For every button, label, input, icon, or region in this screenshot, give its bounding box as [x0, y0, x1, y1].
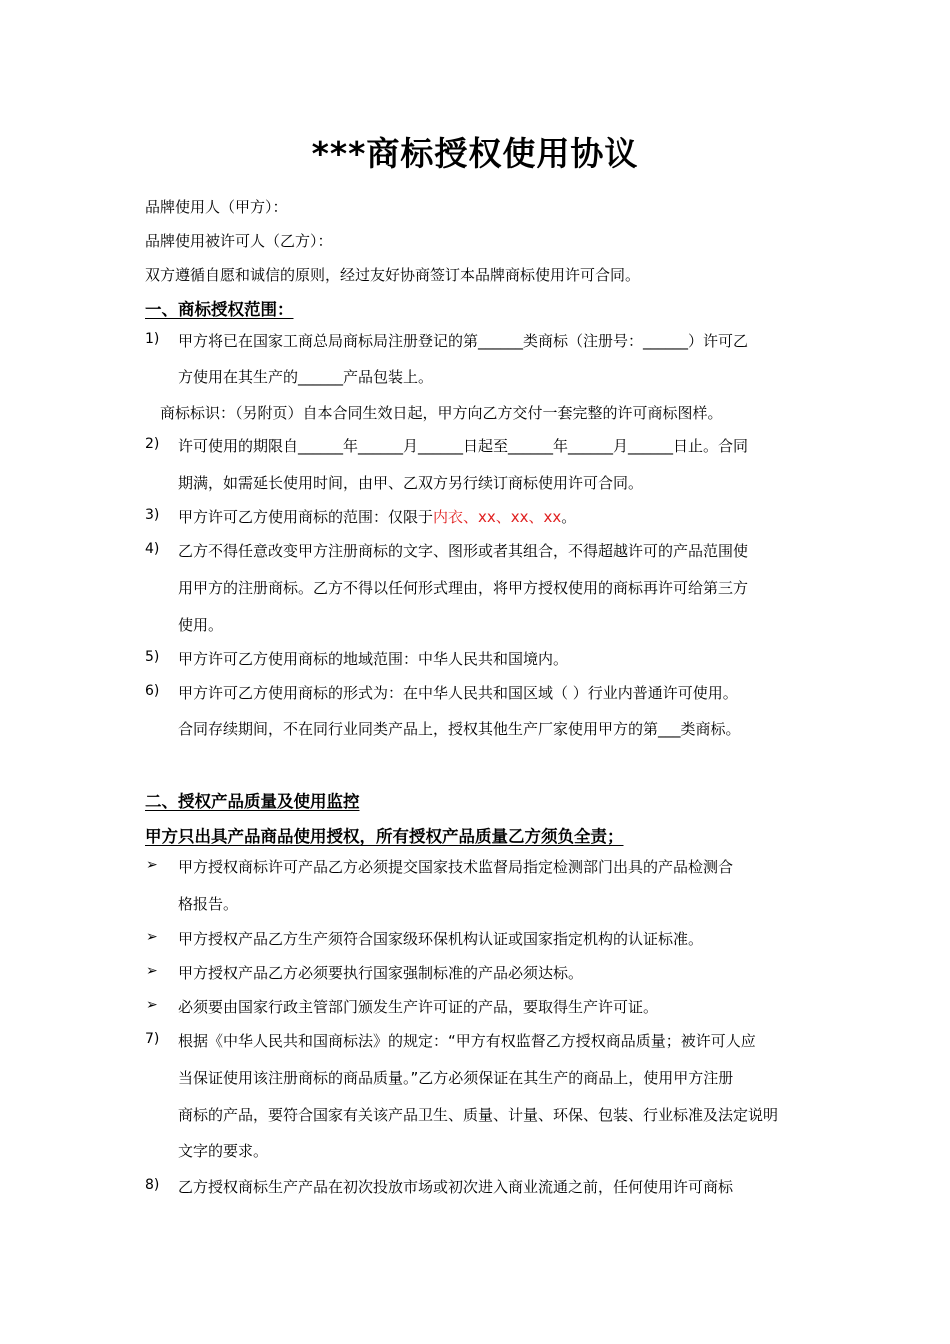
party-b-line: 品牌使用被许可人（乙方）： — [145, 232, 333, 250]
item7-line1: 根据《中华人民共和国商标法》的规定：“甲方有权监督乙方授权商品质量；被许可人应 — [178, 1032, 756, 1050]
bullet-arrow-icon: ➢ — [146, 997, 158, 1013]
item7-line2: 当保证使用该注册商标的商品质量。”乙方必须保证在其生产的商品上，使用甲方注册 — [178, 1069, 734, 1087]
party-a-line: 品牌使用人（甲方）： — [145, 198, 288, 216]
section1-heading: 一、商标授权范围： — [145, 300, 294, 319]
item7-number: 7) — [145, 1031, 160, 1047]
bullet-arrow-icon: ➢ — [146, 929, 158, 945]
item1-line2: 方使用在其生产的______产品包装上。 — [178, 368, 434, 386]
bullet-arrow-icon: ➢ — [146, 857, 158, 873]
bullet1-line2: 格报告。 — [178, 895, 239, 913]
section2-heading: 二、授权产品质量及使用监控 — [145, 792, 360, 811]
item1-number: 1) — [145, 331, 160, 347]
item7-line3: 商标的产品，要符合国家有关该产品卫生、质量、计量、环保、包装、行业标准及法定说明 — [178, 1106, 779, 1124]
item8-line1: 乙方授权商标生产产品在初次投放市场或初次进入商业流通之前，任何使用许可商标 — [178, 1178, 734, 1196]
item4-line2: 用甲方的注册商标。乙方不得以任何形式理由，将甲方授权使用的商标再许可给第三方 — [178, 579, 749, 597]
item2-line1: 许可使用的期限自______年______月______日起至______年______月______日止。合同 — [178, 437, 749, 455]
item5-number: 5) — [145, 649, 160, 665]
item2-line2: 期满，如需延长使用时间，由甲、乙双方另行续订商标使用许可合同。 — [178, 474, 644, 492]
item6-line1: 甲方许可乙方使用商标的形式为：在中华人民共和国区域（ ）行业内普通许可使用。 — [178, 684, 738, 702]
item3-highlight: 内衣、xx、xx、xx — [433, 508, 562, 526]
document-title: ***商标授权使用协议 — [311, 134, 639, 173]
item3-line1 — [178, 506, 576, 527]
bullet2-line: 甲方授权产品乙方生产须符合国家级环保机构认证或国家指定机构的认证标准。 — [178, 930, 704, 948]
item6-number: 6) — [145, 683, 160, 699]
bullet4-line: 必须要由国家行政主管部门颁发生产许可证的产品，要取得生产许可证。 — [178, 998, 659, 1016]
item5-line1: 甲方许可乙方使用商标的地域范围：中华人民共和国境内。 — [178, 650, 569, 668]
bullet3-line: 甲方授权产品乙方必须要执行国家强制标准的产品必须达标。 — [178, 964, 584, 982]
item8-number: 8) — [145, 1177, 160, 1193]
item3-number: 3) — [145, 507, 160, 523]
item4-number: 4) — [145, 541, 160, 557]
item3-suffix: 。 — [561, 508, 577, 526]
section2-subheading: 甲方只出具产品商品使用授权，所有授权产品质量乙方须负全责； — [145, 827, 624, 846]
item7-line4: 文字的要求。 — [178, 1142, 269, 1160]
item4-line3: 使用。 — [178, 616, 224, 634]
item3-prefix: 甲方许可乙方使用商标的范围：仅限于 — [178, 508, 434, 526]
bullet1-line1: 甲方授权商标许可产品乙方必须提交国家技术监督局指定检测部门出具的产品检测合 — [178, 858, 734, 876]
item4-line1: 乙方不得任意改变甲方注册商标的文字、图形或者其组合，不得超越许可的产品范围使 — [178, 542, 749, 560]
item6-line2: 合同存续期间，不在同行业同类产品上，授权其他生产厂家使用甲方的第___类商标。 — [178, 720, 741, 738]
preamble: 双方遵循自愿和诚信的原则，经过友好协商签订本品牌商标使用许可合同。 — [145, 266, 641, 284]
bullet-arrow-icon: ➢ — [146, 963, 158, 979]
item1-line1: 甲方将已在国家工商总局商标局注册登记的第______类商标（注册号：______）许可乙 — [178, 332, 749, 350]
item2-number: 2) — [145, 436, 160, 452]
trademark-note: 商标标识：（另附页）自本合同生效日起，甲方向乙方交付一套完整的许可商标图样。 — [160, 404, 723, 422]
